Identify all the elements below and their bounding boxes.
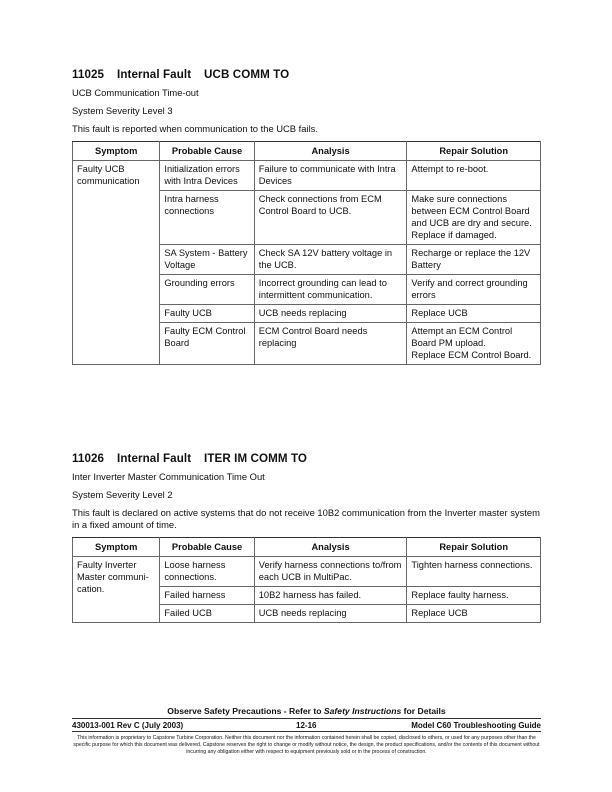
repair-cell: Replace UCB — [407, 305, 541, 323]
footer-divider — [72, 718, 541, 719]
fault-description: Inter Inverter Master Communication Time Out — [72, 471, 265, 482]
table-row — [73, 161, 541, 191]
safety-note-suffix: for Details — [401, 706, 446, 716]
cause-cell: Faulty UCB — [160, 305, 254, 323]
header-repair-solution: Repair Solution — [407, 142, 541, 161]
repair-cell: Recharge or replace the 12V Battery — [407, 245, 541, 275]
cause-cell: Failed UCB — [160, 605, 254, 623]
header-analysis: Analysis — [254, 142, 407, 161]
fault-code: 11026 — [72, 452, 105, 465]
fault-category: Internal Fault — [117, 68, 192, 81]
repair-cell: Make sure connections between ECM Control Board and UCB are dry and secure. Replace if damaged. — [407, 191, 541, 245]
cause-cell: SA System - Battery Voltage — [160, 245, 254, 275]
cause-cell: Grounding errors — [160, 275, 254, 305]
analysis-cell: Failure to communicate with Intra Devices — [254, 161, 407, 191]
page-number: 12-16 — [296, 721, 317, 730]
repair-cell: Attempt to re-boot. — [407, 161, 541, 191]
legal-disclaimer: This information is proprietary to Capstone Turbine Corporation. Neither this document nor the information contained herein shall be copied, disclosed to others, or used for any purposes other than the specific purpose for which this document was delivered. Capstone reserves the right to change or modify without notice, the design, the product specifications, and/or the contents of this document without incurring any obligation either with respect to equipment previously sold or in the process of construction. — [73, 735, 540, 755]
analysis-cell: UCB needs replacing — [254, 305, 407, 323]
analysis-cell: Check connections from ECM Control Board to UCB. — [254, 191, 407, 245]
analysis-cell: ECM Control Board needs replacing — [254, 323, 407, 365]
repair-line: Attempt an ECM Control Board PM upload. — [411, 326, 513, 348]
footer-divider — [72, 731, 541, 732]
cause-cell: Failed harness — [160, 587, 254, 605]
fault-severity: System Severity Level 3 — [72, 105, 173, 116]
repair-cell: Replace UCB — [407, 605, 541, 623]
repair-cell — [407, 323, 541, 365]
table-header-row — [73, 142, 541, 161]
fault-code: 11025 — [72, 68, 105, 81]
fault-reported-text: This fault is declared on active systems that do not receive 10B2 communication from the Inverter master system in a fixed amount of time. — [72, 507, 540, 530]
analysis-cell: 10B2 harness has failed. — [254, 587, 407, 605]
cause-cell: Initialization errors with Intra Devices — [160, 161, 254, 191]
fault-table-11025 — [72, 141, 541, 365]
document-number: 430013-001 Rev C (July 2003) — [72, 721, 184, 730]
safety-note-italic: Safety Instructions — [323, 706, 402, 716]
symptom-cell: Faulty UCB communication — [73, 161, 160, 365]
analysis-cell: Check SA 12V battery voltage in the UCB. — [254, 245, 407, 275]
analysis-cell: Incorrect grounding can lead to intermittent communication. — [254, 275, 407, 305]
cause-cell: Loose harness connections. — [160, 557, 254, 587]
header-analysis: Analysis — [254, 538, 407, 557]
fault-severity: System Severity Level 2 — [72, 489, 173, 500]
header-probable-cause: Probable Cause — [160, 538, 254, 557]
repair-cell: Replace faulty harness. — [407, 587, 541, 605]
header-symptom: Symptom — [73, 538, 160, 557]
fault-reported-text: This fault is reported when communication to the UCB fails. — [72, 123, 318, 134]
symptom-cell: Faulty Inverter Master communi-cation. — [73, 557, 160, 623]
fault-name: ITER IM COMM TO — [204, 452, 308, 465]
fault-table-11026 — [72, 537, 541, 623]
analysis-cell: Verify harness connections to/from each UCB in MultiPac. — [254, 557, 407, 587]
cause-cell: Faulty ECM Control Board — [160, 323, 254, 365]
fault-heading-11026 — [72, 452, 307, 465]
fault-category: Internal Fault — [117, 452, 192, 465]
header-probable-cause: Probable Cause — [160, 142, 254, 161]
header-symptom: Symptom — [73, 142, 160, 161]
safety-note — [72, 706, 541, 716]
repair-cell: Verify and correct grounding errors — [407, 275, 541, 305]
fault-name: UCB COMM TO — [204, 68, 290, 81]
guide-title: Model C60 Troubleshooting Guide — [411, 721, 541, 730]
safety-note-prefix: Observe Safety Precautions - Refer to — [167, 706, 324, 716]
fault-description: UCB Communication Time-out — [72, 87, 199, 98]
table-header-row — [73, 538, 541, 557]
analysis-cell: UCB needs replacing — [254, 605, 407, 623]
fault-heading-11025 — [72, 68, 289, 81]
cause-cell: Intra harness connections — [160, 191, 254, 245]
repair-cell: Tighten harness connections. — [407, 557, 541, 587]
repair-line: Replace ECM Control Board. — [411, 350, 532, 360]
header-repair-solution: Repair Solution — [407, 538, 541, 557]
table-row — [73, 557, 541, 587]
